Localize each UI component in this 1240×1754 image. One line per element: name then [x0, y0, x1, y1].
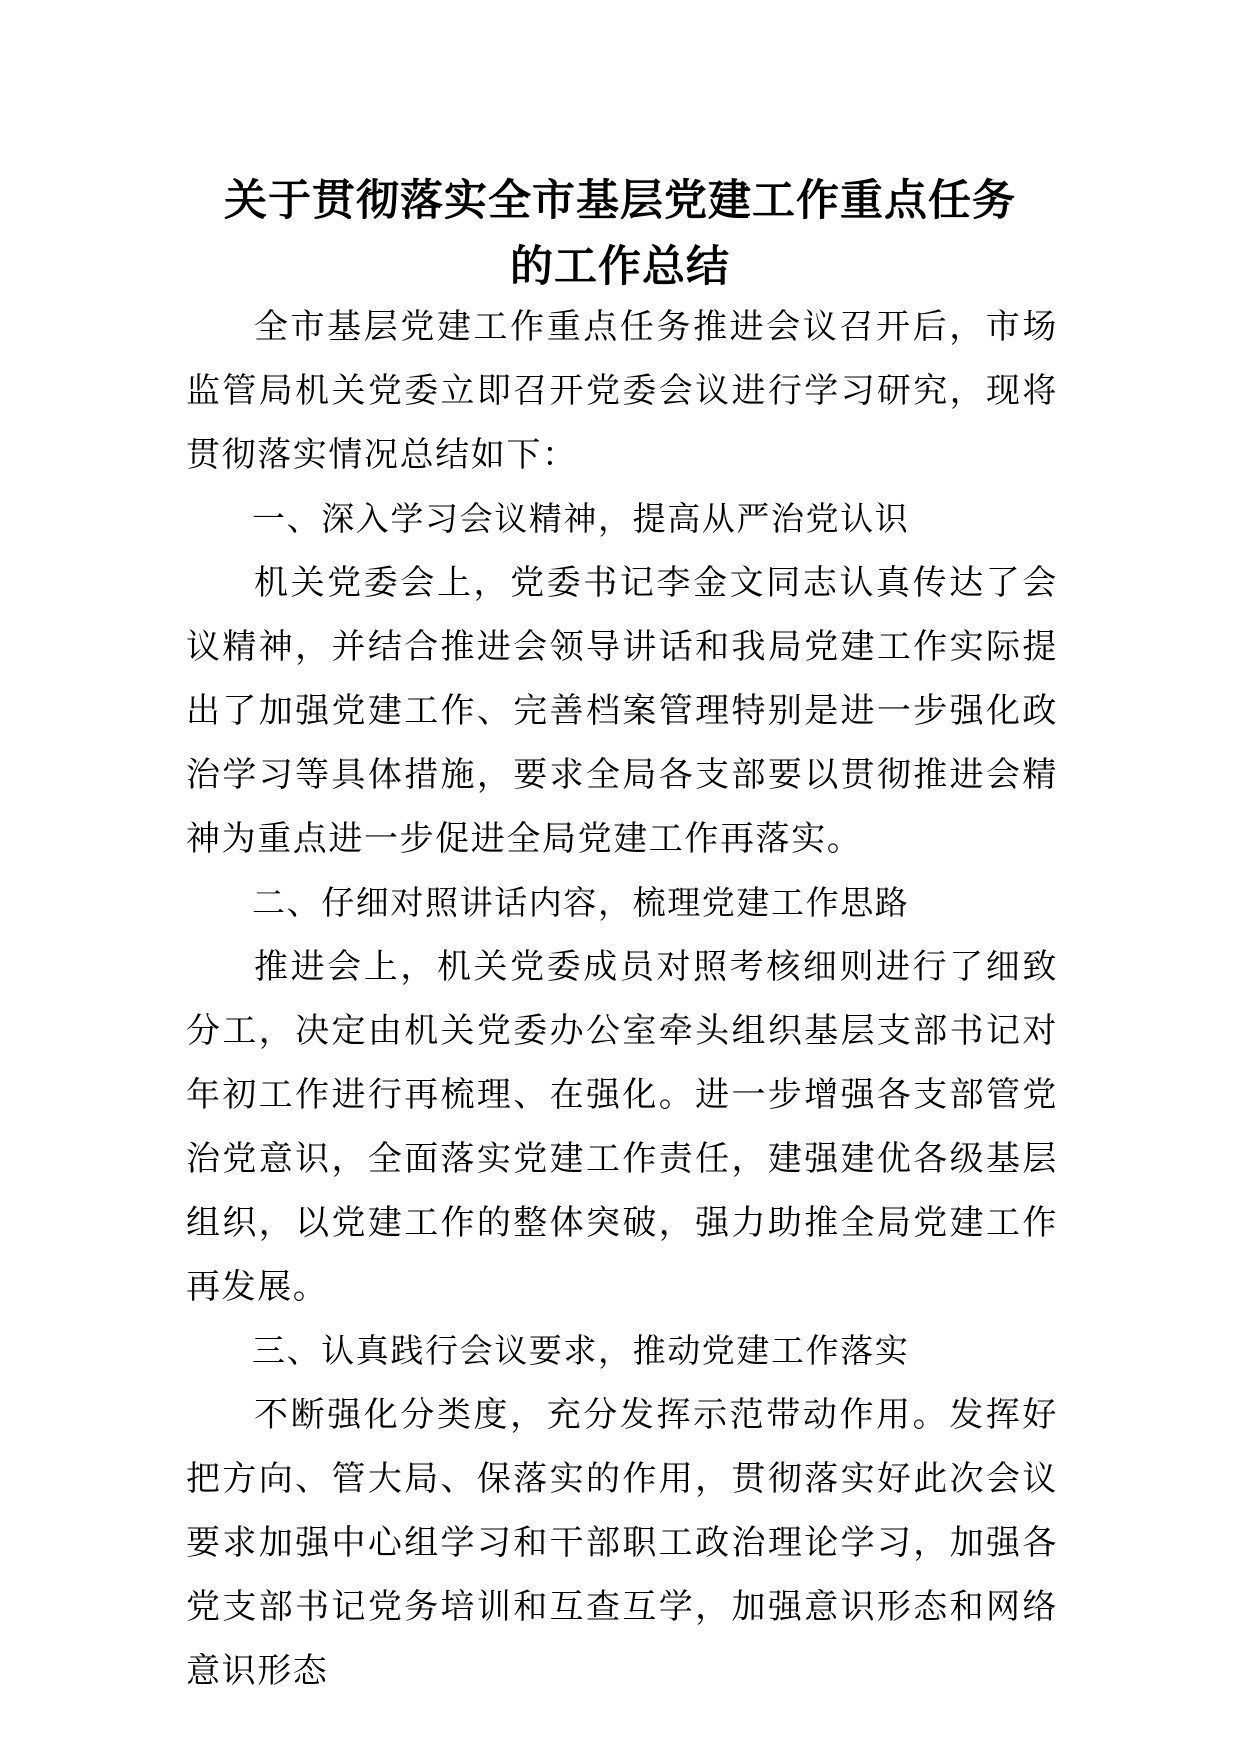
section-heading-2: 二、仔细对照讲话内容，梳理党建工作思路: [252, 883, 910, 922]
section-paragraph-1: 机关党委会上，党委书记李金文同志认真传达了会议精神，并结合推进会领导讲话和我局党建工作实际提出了加强党建工作、完善档案管理特别是进一步强化政治学习等具体措施，要求全局各支部要以贯彻推进会精神为重点进一步促进全局党建工作再落实。: [186, 563, 1058, 859]
document-title: [186, 168, 1054, 300]
document-body: [186, 295, 1058, 1703]
document-title-line-2: 的工作总结: [510, 242, 730, 292]
section-heading-1: 一、深入学习会议精神，提高从严治党认识: [252, 499, 910, 538]
section-paragraph-2: 推进会上，机关党委成员对照考核细则进行了细致分工，决定由机关党委办公室牵头组织基层支部书记对年初工作进行再梳理、在强化。进一步增强各支部管党治党意识，全面落实党建工作责任，建强建优各级基层组织，以党建工作的整体突破，强力助推全局党建工作再发展。: [186, 947, 1058, 1307]
intro-paragraph: 全市基层党建工作重点任务推进会议召开后，市场监管局机关党委立即召开党委会议进行学习研究，现将贯彻落实情况总结如下：: [186, 307, 1058, 475]
section-paragraph-3: 不断强化分类度，充分发挥示范带动作用。发挥好把方向、管大局、保落实的作用，贯彻落实好此次会议要求加强中心组学习和干部职工政治理论学习，加强各党支部书记党务培训和互查互学，加强意识形态和网络意识形态: [186, 1395, 1058, 1691]
document-title-line-1: 关于贯彻落实全市基层党建工作重点任务: [224, 176, 1016, 226]
section-heading-3: 三、认真践行会议要求，推动党建工作落实: [252, 1331, 910, 1370]
